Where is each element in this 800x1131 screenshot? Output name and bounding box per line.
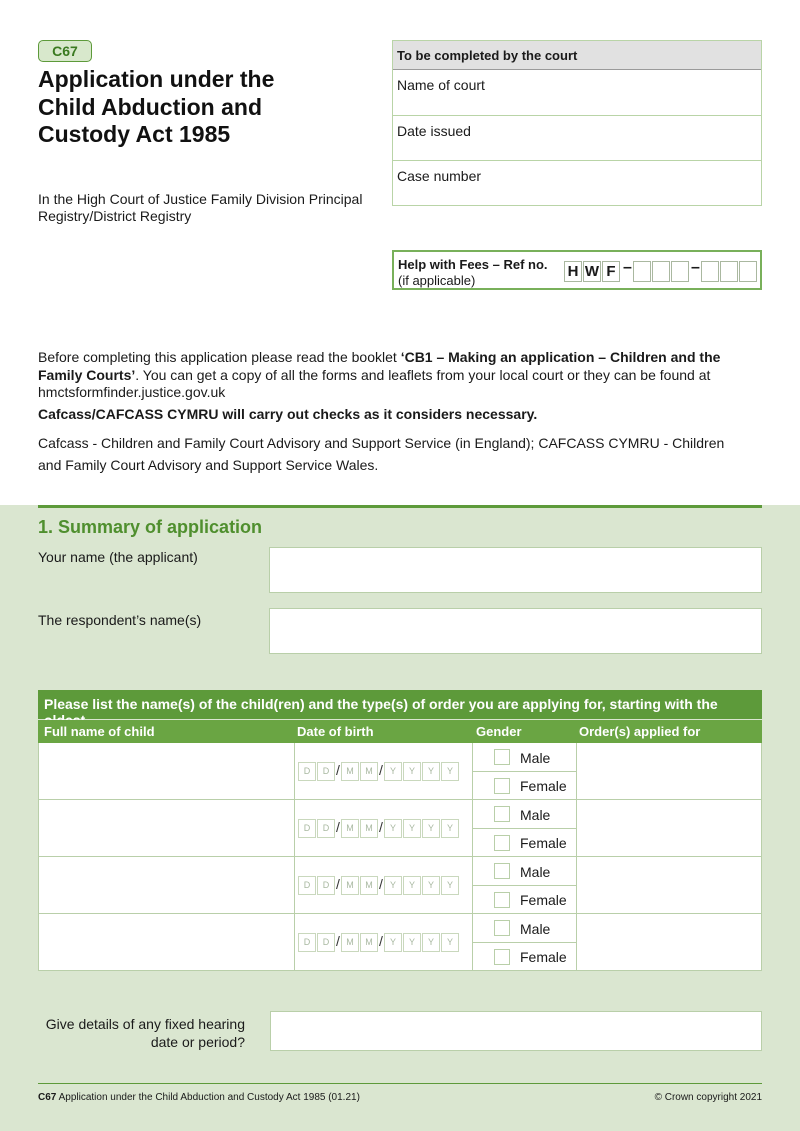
intro-text: Before completing this application please read the booklet [38,349,401,365]
dob-separator: / [379,762,383,778]
hwf-input-cell[interactable] [633,261,651,282]
field-label: Date issued [397,122,471,139]
title-line: Application under the [38,66,275,92]
column-header: Date of birth [297,724,374,739]
dob-digit-cell[interactable]: Y [422,819,440,838]
dob-separator: / [336,933,340,949]
section-divider [38,505,762,508]
dob-digit-cell[interactable]: D [298,819,316,838]
fixed-hearing-label [38,1015,245,1051]
dob-digit-cell[interactable]: Y [441,762,459,781]
section-title: 1. Summary of application [38,517,263,537]
dob-digit-cell[interactable]: D [317,762,335,781]
footer-divider [38,1083,762,1084]
gender-male-label: Male [520,807,551,823]
date-issued-field[interactable] [393,116,761,162]
footer-title: Application under the Child Abduction and Custody Act 1985 (01.21) [56,1092,360,1103]
column-header: Order(s) applied for [579,724,701,739]
hwf-letter-cell: W [584,263,600,280]
dob-digit-cell[interactable]: M [360,876,378,895]
hwf-input-cell[interactable] [701,261,719,282]
orders-applied-input[interactable] [576,800,762,856]
dob-digit-cell[interactable]: Y [422,762,440,781]
title-line: Custody Act 1985 [38,121,231,147]
fixed-hearing-input[interactable] [270,1011,762,1051]
column-divider [294,800,295,856]
dob-digit-cell[interactable]: Y [441,819,459,838]
dob-digit-cell[interactable]: Y [422,876,440,895]
gender-divider [472,885,576,886]
hwf-sublabel: (if applicable) [398,273,476,288]
dob-digit-cell[interactable]: M [360,762,378,781]
dob-separator: / [379,933,383,949]
child-row [38,914,762,971]
form-title [38,66,358,149]
dob-digit-cell[interactable]: D [298,876,316,895]
hwf-dash: – [691,259,700,276]
gender-divider [472,828,576,829]
field-label: Case number [397,168,482,184]
gender-female-label: Female [520,949,567,965]
column-header: Gender [476,724,522,739]
label-line: date or period? [150,1034,245,1050]
orders-applied-input[interactable] [576,914,762,970]
intro-text: . You can get a copy of all the forms and leaflets from your local court or they can be found at hmctsformfinder.justice.gov.uk [38,366,711,400]
label-line: Give details of any fixed hearing [45,1016,245,1032]
footer-form-title [38,1092,360,1103]
child-name-input[interactable] [39,914,294,970]
dob-digit-cell[interactable]: Y [403,819,421,838]
field-label: Name of court [397,77,485,93]
dob-digit-cell[interactable]: M [360,819,378,838]
dob-digit-cell[interactable]: M [341,876,359,895]
dob-digit-cell[interactable]: D [317,876,335,895]
court-use-box [392,40,762,206]
case-number-field[interactable] [393,161,761,207]
applicant-name-input[interactable] [269,547,762,593]
dob-digit-cell[interactable]: M [341,762,359,781]
children-table-heading: Please list the name(s) of the child(ren) and the type(s) of order you are applying for, starting with the [38,690,762,719]
child-name-input[interactable] [39,857,294,913]
court-box-heading: To be completed by the court [393,41,761,70]
children-table-columns [38,720,762,743]
gender-female-label: Female [520,892,567,908]
dob-digit-cell[interactable]: Y [403,876,421,895]
dob-digit-cell[interactable]: M [341,933,359,952]
dob-digit-cell[interactable]: Y [422,933,440,952]
orders-applied-input[interactable] [576,743,762,799]
hwf-letter-cell: H [564,261,582,282]
court-name-field[interactable] [393,70,761,116]
court-description: In the High Court of Justice Family Division Principal Registry/District Registry [38,191,363,224]
dob-separator: / [336,819,340,835]
orders-applied-input[interactable] [576,857,762,913]
dob-separator: / [336,762,340,778]
hwf-label: Help with Fees – Ref no. [398,257,548,272]
dob-separator: / [379,819,383,835]
cafcass-definition: Cafcass - Children and Family Court Advisory and Support Service (in England); CAFCASS CYMRU - Children and Family Court Advisory and Support Service Wales. [38,435,725,473]
child-row [38,800,762,857]
gender-female-checkbox[interactable] [494,892,510,908]
column-divider [294,857,295,913]
gender-divider [472,771,576,772]
gender-male-checkbox[interactable] [494,920,510,936]
form-code-badge: C67 [38,40,92,62]
gender-male-checkbox[interactable] [494,863,510,879]
respondent-name-input[interactable] [269,608,762,654]
footer-code: C67 [38,1092,57,1103]
column-divider [294,743,295,799]
dob-digit-cell[interactable]: D [317,819,335,838]
gender-male-checkbox[interactable] [494,749,510,765]
dob-digit-cell[interactable]: Y [384,762,402,781]
gender-female-label: Female [520,778,567,794]
gender-male-label: Male [520,864,551,880]
dob-digit-cell[interactable]: Y [403,762,421,781]
dob-digit-cell[interactable]: D [317,933,335,952]
dob-digit-cell[interactable]: Y [441,933,459,952]
booklet-title: ‘CB1 – Making an application – Children and the Family Courts’ [38,349,721,383]
help-with-fees-box [392,250,762,290]
dob-digit-cell[interactable]: M [360,933,378,952]
gender-divider [472,942,576,943]
dob-digit-cell[interactable]: D [298,933,316,952]
hwf-dash: – [623,259,632,276]
dob-digit-cell[interactable]: Y [384,876,402,895]
cafcass-checks-note: Cafcass/CAFCASS CYMRU will carry out checks as it considers necessary. [38,406,538,422]
gender-male-checkbox[interactable] [494,806,510,822]
dob-separator: / [336,876,340,892]
gender-female-checkbox[interactable] [494,949,510,965]
dob-digit-cell[interactable]: Y [384,933,402,952]
gender-female-label: Female [520,835,567,851]
footer-copyright: © Crown copyright 2021 [654,1092,762,1103]
column-header: Full name of child [44,724,155,739]
dob-digit-cell[interactable]: M [341,819,359,838]
child-row [38,857,762,914]
dob-digit-cell[interactable]: Y [384,819,402,838]
gender-male-label: Male [520,750,551,766]
gender-female-checkbox[interactable] [494,835,510,851]
hwf-input-cell[interactable] [720,261,738,282]
title-line: Child Abduction and [38,93,263,120]
dob-digit-cell[interactable]: D [298,762,316,781]
column-divider [294,914,295,970]
intro-paragraph [38,349,728,402]
child-row [38,743,762,800]
gender-female-checkbox[interactable] [494,778,510,794]
hwf-input-cell[interactable] [739,261,757,282]
hwf-input-cell[interactable] [652,261,670,282]
respondent-name-label: The respondent’s name(s) [38,612,202,628]
dob-digit-cell[interactable]: Y [403,933,421,952]
gender-male-label: Male [520,921,551,937]
hwf-letter-cell: F [602,261,620,282]
dob-separator: / [379,876,383,892]
dob-digit-cell[interactable]: Y [441,876,459,895]
child-name-input[interactable] [39,743,294,799]
hwf-input-cell[interactable] [671,261,689,282]
applicant-name-label: Your name (the applicant) [38,549,198,565]
child-name-input[interactable] [39,800,294,856]
